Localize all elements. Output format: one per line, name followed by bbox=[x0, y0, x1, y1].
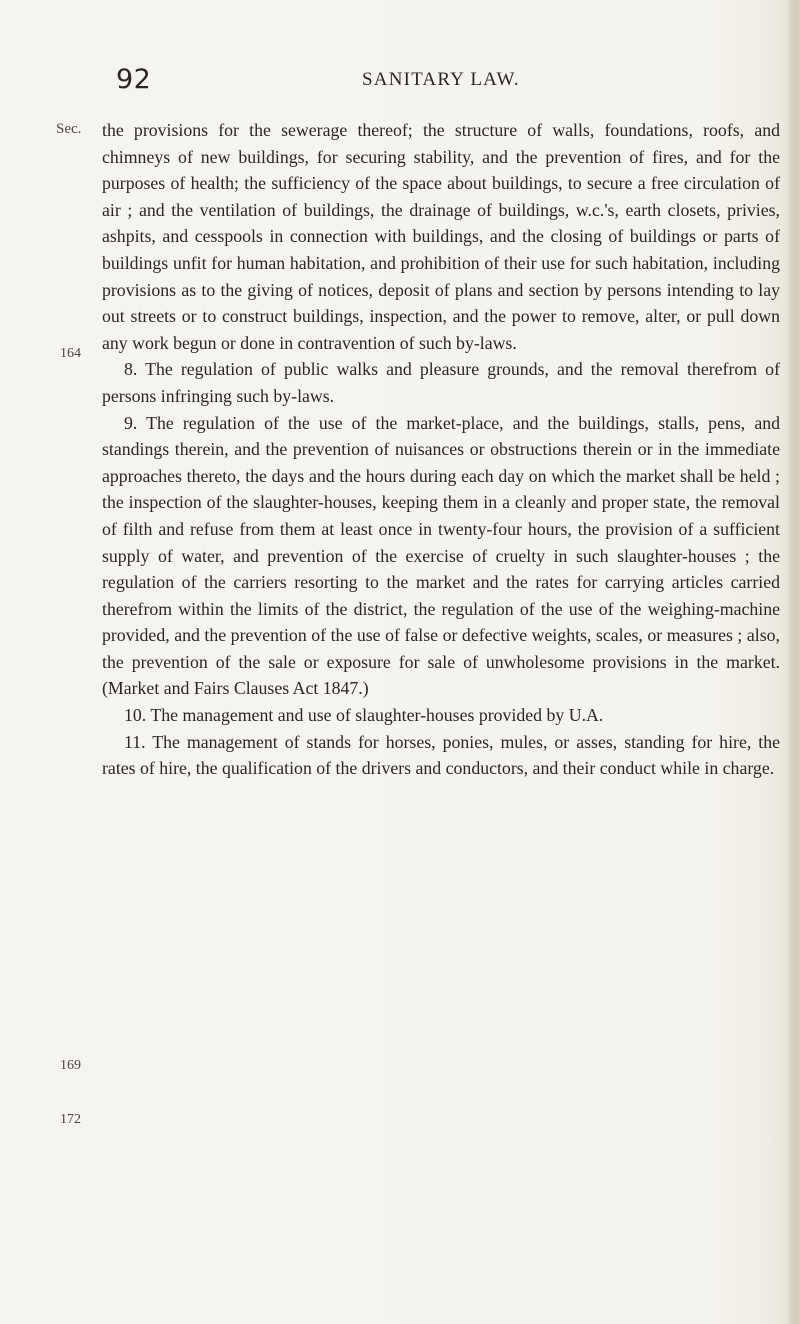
margin-sec-label: Sec. bbox=[56, 121, 82, 137]
page-edge-shadow bbox=[786, 0, 800, 1324]
paragraph-item-11: 11. The management of stands for horses, ponies, mules, or asses, standing for hire, the rates of hire, the qualification of the drivers and conductors, and their conduct while in charge. bbox=[102, 731, 780, 779]
paragraph-item-8: 8. The regulation of public walks and pleasure grounds, and the removal therefrom of persons infringing such by-laws. bbox=[102, 359, 780, 406]
body-text bbox=[102, 117, 780, 782]
running-head: SANITARY LAW. bbox=[362, 69, 520, 90]
margin-note-169: 169 bbox=[60, 1058, 81, 1073]
page-number: 92 bbox=[116, 64, 152, 95]
page-header bbox=[0, 64, 800, 100]
paragraph-continuation: the provisions for the sewerage thereof; the structure of walls, foundations, roofs, and chimneys of new buildings, for securing stability, and the prevention of fires, and for the purposes of health; the sufficiency of the space about buildings, to secure a free circulation of air ; and the ventilation of buildings, the drainage of buildings, w.c.'s, earth closets, privies, ashpits, and cesspools in connection with buildings, and the closing of buildings or parts of buildings unfit for human habitation, and prohibition of their use for such habitation, including provisions as to the giving of notices, deposit of plans and section by persons intending to lay out streets or to construct buildings, inspection, and the power to remove, alter, or pull down any work begun or done in contravention of such by-laws. bbox=[102, 120, 780, 353]
margin-note-164: 164 bbox=[60, 346, 81, 361]
paragraph-item-9: 9. The regulation of the use of the market-place, and the buildings, stalls, pens, and standings therein, and the prevention of nuisances or obstructions therein or in the immediate approaches thereto, the days and the hours during each day on which the market shall be held ; the inspection of the slaughter-houses, keeping them in a cleanly and proper state, the removal of filth and refuse from them at least once in twenty-four hours, the provision of a sufficient supply of water, and prevention of the exercise of cruelty in such slaughter-houses ; the regulation of the carriers resorting to the market and the rates for carrying articles carried therefrom within the limits of the district, the regulation of the use of the weighing-machine provided, and the prevention of the use of false or defective weights, scales, or measures ; also, the prevention of the sale or exposure for sale of unwholesome provisions in the market. (Market and Fairs Clauses Act 1847.) bbox=[102, 412, 780, 699]
margin-note-172: 172 bbox=[60, 1112, 81, 1127]
paragraph-item-10: 10. The management and use of slaughter-houses provided by U.A. bbox=[124, 705, 604, 726]
